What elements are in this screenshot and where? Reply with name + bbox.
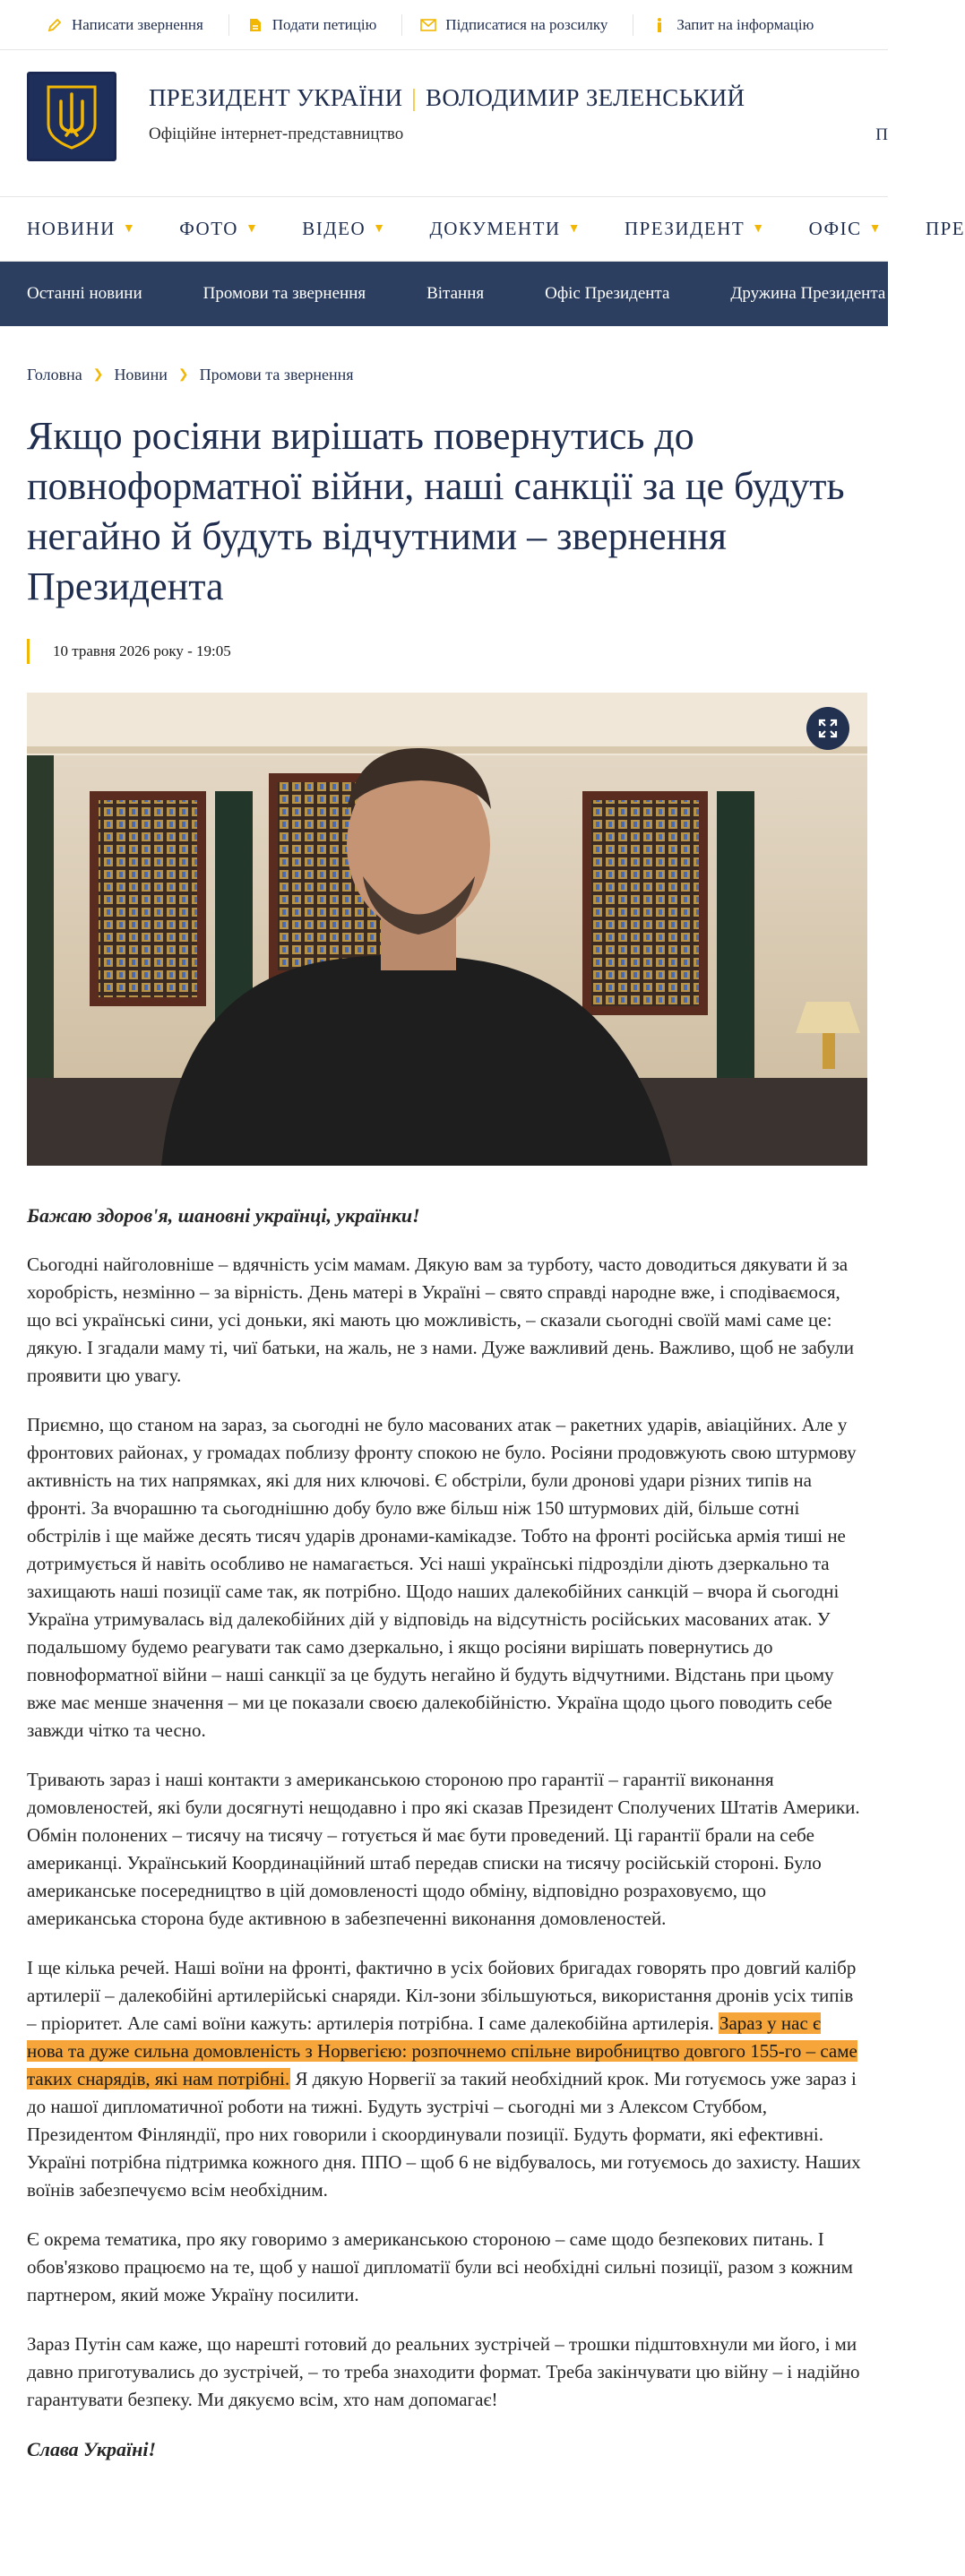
write-appeal-label: Написати звернення [72,15,203,33]
nav-press-partial[interactable] [926,218,965,240]
article-paragraph-6: Зараз Путін сам каже, що нарешті готовий до реальних зустрічей – трошки підштовхнули ми його, і ми давно приготувались до зустрічей, – то треба знаходити формат. Треба закінчувати цю війну – і надійно гарантувати безпеку. Ми дякуємо всім, хто нам допомагає! [27,2333,860,2410]
chevron-down-icon: ▼ [752,221,766,236]
nav-president[interactable] [625,218,766,240]
news-sub-navigation [0,262,888,326]
nav-office[interactable] [809,218,883,240]
subnav-office[interactable]: Офіс Президента [545,284,670,303]
breadcrumb-speeches[interactable]: Промови та звернення [199,366,354,383]
info-request-link[interactable] [633,14,839,36]
subscribe-link[interactable] [401,14,633,36]
expand-icon [818,719,838,738]
title-separator: | [411,84,418,111]
nav-news[interactable] [27,218,136,240]
submit-petition-label: Подати петицію [271,15,377,33]
top-utility-bar [0,0,888,50]
nav-press-label: ПРЕ [925,218,965,239]
nav-documents[interactable] [429,218,581,240]
subnav-speeches[interactable]: Промови та звернення [202,284,366,303]
article-paragraph-2: Приємно, що станом на зараз, за сьогодні не було масованих атак – ракетних ударів, авіаційних. Але у фронтових районах, у громадах поблизу фронту спокою не було. Росіяни продовжують свою штурмову активність на тих напрямках, які для них ключові. Є обстріли, були дронові удари різних типів на фронті. За вчорашню та сьогоднішню добу було вже більш ніж 150 штурмових дій, більше сотні обстрілів і ще майже десять тисяч ударів дронами-камікадзе. Тобто на фронті російська армія тиші не дотримується й навіть особливо не намагається. Усі наші українські підрозділи діють дзеркально та захищають наші позиції саме так, як потрібно. Щодо наших далекобійних санкцій – вчора й сьогодні Україна утримувалась від далекобійних дій у відповідь на відсутність російських масованих атак. У подальшому будемо реагувати так само дзеркально, і якщо росіяни вирішать повернутись до повноформатної війни – наші санкції за це будуть негайно й будуть відчутними. Відстань при цьому вже має менше значення – ми це показали своєю далекобійністю. Україна щодо цього поводить себе завжди чітко та чесно. [27,1414,857,1741]
breadcrumb [0,326,888,384]
document-icon [247,17,263,33]
info-request-label: Запит на інформацію [676,15,814,33]
write-appeal-link[interactable] [27,14,228,36]
article-greeting: Бажаю здоров'я, шановні українці, українки! [27,1204,420,1227]
article-closing: Слава Україні! [27,2438,157,2460]
header-right-partial-text[interactable]: П [875,125,888,144]
paragraph-4-end: Я дякую Норвегії за такий необхідний крок. Ми готуємось уже зараз і до нашої дипломатичної роботи на тижні. Будуть зустрічі – сьогодні ми з Алексом Стуббом, Президентом Фінляндії, про них говорили і скоординували позиції. Будуть формати, які ефективні. Україні потрібна підтримка кожного дня. ППО – щоб 6 не відбувалось, ми готуємось до захисту. Наших воїнів забезпечуємо всім необхідним. [27,2068,861,2201]
breadcrumb-home[interactable]: Головна [27,366,82,383]
subnav-first-lady[interactable]: Дружина Президента [730,284,886,303]
chevron-right-icon: ❯ [177,368,189,382]
breadcrumb-news[interactable]: Новини [114,366,168,383]
subscribe-label: Підписатися на розсилку [445,15,608,33]
nav-video[interactable] [302,218,386,240]
info-icon [651,17,668,33]
subnav-latest-news[interactable]: Останні новини [27,284,142,303]
article-title: Якщо росіяни вирішать повернутись до повноформатної війни, наші санкції за це будуть негайно й будуть відчутними – звернення Президента [27,414,845,608]
site-title-name: ВОЛОДИМИР ЗЕЛЕНСЬКИЙ [426,84,745,111]
nav-office-label: ОФІС [808,218,862,239]
president-photo-illustration [27,693,867,1166]
nav-video-label: ВІДЕО [302,218,366,239]
chevron-down-icon: ▼ [868,221,883,236]
article-paragraph-1: Сьогодні найголовніше – вдячність усім мамам. Дякую вам за турботу, часто доводиться дякувати й за хоробрість, незмінно – за вірність. День матері в Україні – свято справді народне вже, і сподіваємося, що всі українські сини, усі доньки, які мають цю можливість, – сказали сьогодні своїй мамі саме це: дякую. І згадали маму ті, чиї батьки, на жаль, не з нами. Дуже важливий день. Важливо, щоб не забули проявити цю увагу. [27,1254,854,1386]
chevron-down-icon: ▼ [122,221,137,236]
site-title[interactable] [149,84,745,112]
chevron-right-icon: ❯ [92,368,104,382]
nav-news-label: НОВИНИ [27,218,116,239]
article-photo[interactable] [27,693,867,1166]
article-paragraph-5: Є окрема тематика, про яку говоримо з американською стороною – саме щодо безпекових питань. І обов'язково працюємо на те, щоб у нашої дипломатії були всі необхідні сильні позиції, разом з кожним партнером, який може Україну посилити. [27,2228,853,2305]
subnav-greetings[interactable]: Вітання [426,284,485,303]
nav-documents-label: ДОКУМЕНТИ [429,218,561,239]
nav-photo[interactable] [179,218,259,240]
chevron-down-icon: ▼ [373,221,387,236]
nav-photo-label: ФОТО [179,218,238,239]
paragraph-4-start: І ще кілька речей. Наші воїни на фронті, фактично в усіх бойових бригадах говорять про довгий калібр артилерії – далекобійні артилерійські снаряди. Кіл-зони збільшуються, використання дронів усіх типів – пріоритет. Але самі воїни кажуть: артилерія потрібна. І саме далекобійна артилерія. [27,1957,857,2034]
site-title-president: ПРЕЗИДЕНТ УКРАЇНИ [149,84,403,111]
submit-petition-link[interactable] [228,14,402,36]
coat-of-arms-logo[interactable] [27,72,116,161]
highlighted-text: Зараз у нас є нова та дуже сильна домовленість з Норвегією: розпочнемо спільне виробництво довгого 155-го – саме таких снарядів, які нам потрібні. [27,2012,857,2089]
nav-president-label: ПРЕЗИДЕНТ [624,218,745,239]
main-navigation [0,197,965,262]
mail-icon [420,17,436,33]
chevron-down-icon: ▼ [567,221,582,236]
article-date: 10 травня 2026 року - 19:05 [27,639,888,664]
site-header [0,50,888,197]
site-subtitle: Офіційне інтернет-представництво [149,125,404,143]
chevron-down-icon: ▼ [245,221,260,236]
article-body [0,1166,888,2463]
expand-photo-button[interactable] [806,707,849,750]
pen-icon [47,17,63,33]
article-paragraph-3: Тривають зараз і наші контакти з американською стороною про гарантії – гарантії виконання домовленостей, які були досягнуті нещодавно і про які сказав Президент Сполучених Штатів Америки. Обмін полонених – тисячу на тисячу – готується й має бути проведений. Ці гарантії брали на себе американці. Український Координаційний штаб передав списки на тисячу російській стороні. Було американське посередництво в цій домовленості щодо обміну, відповідно розраховуємо, що американська сторона буде активною в забезпеченні виконання домовленостей. [27,1769,860,1929]
article-paragraph-4 [27,1954,861,2204]
